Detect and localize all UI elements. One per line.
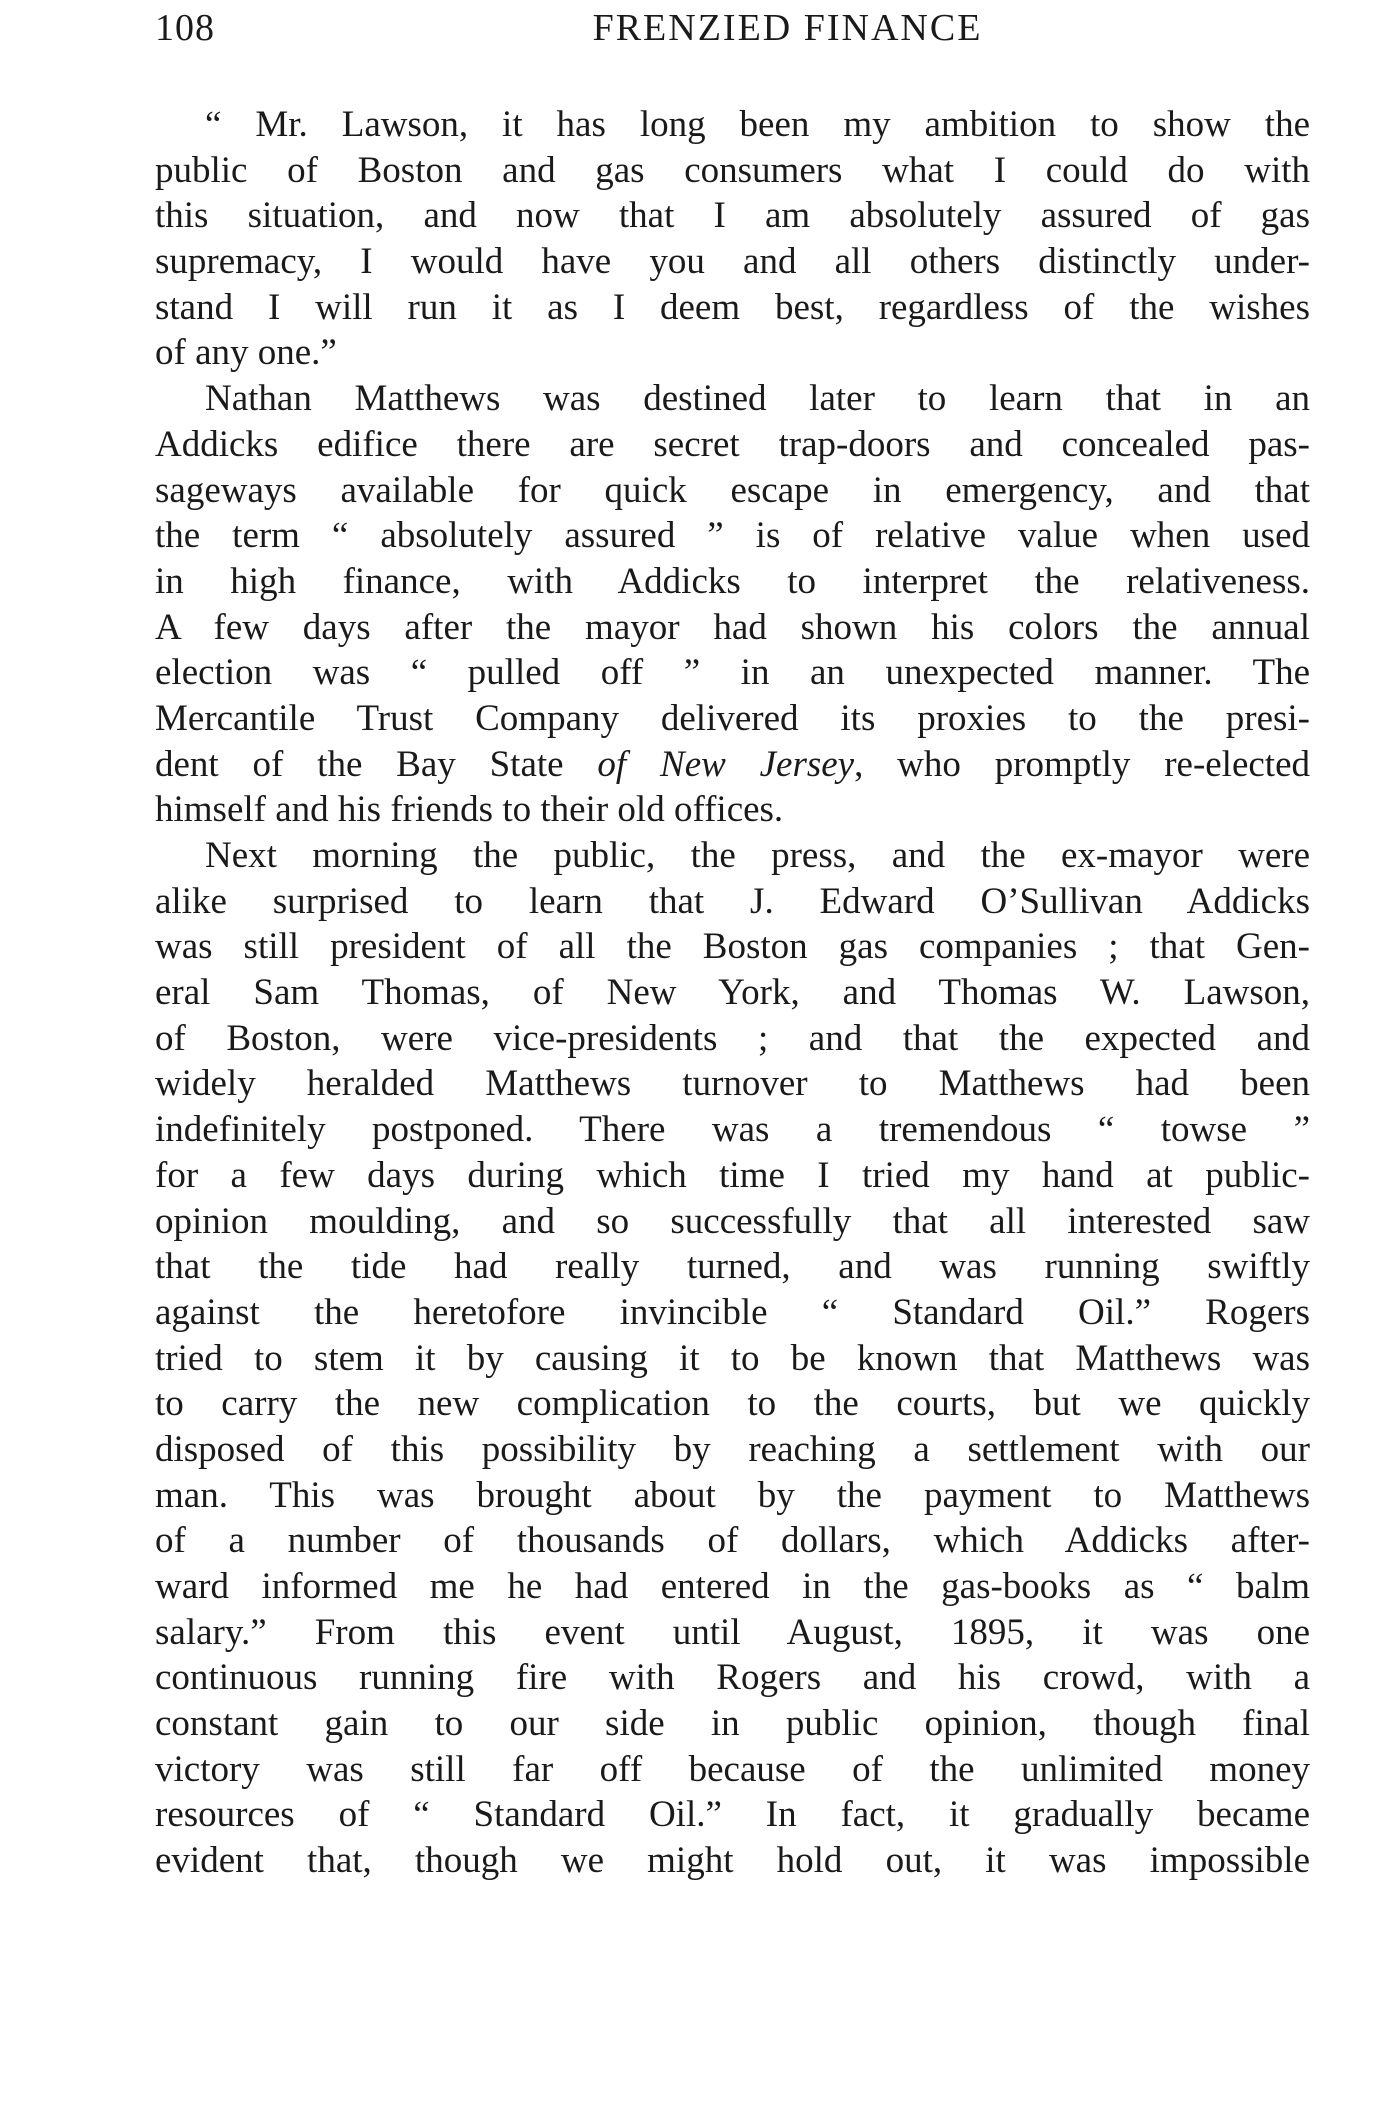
- text-line: tried to stem it by causing it to be known that Matthews was: [155, 1337, 1310, 1379]
- text-line: supremacy, I would have you and all others distinctly under-: [155, 241, 1310, 283]
- text-line: for a few days during which time I tried my hand at public-: [155, 1154, 1310, 1196]
- italic-text: of New Jersey: [597, 743, 855, 785]
- text-line: A few days after the mayor had shown his colors the annual: [155, 606, 1310, 648]
- text-line: opinion moulding, and so successfully that all interested saw: [155, 1200, 1310, 1242]
- text-line: disposed of this possibility by reaching a settlement with our: [155, 1428, 1310, 1470]
- text-line: “ Mr. Lawson, it has long been my ambition to show the: [205, 104, 1310, 145]
- text-line: Mercantile Trust Company delivered its proxies to the presi-: [155, 697, 1310, 739]
- running-head: FRENZIED FINANCE: [592, 7, 983, 49]
- text-line: constant gain to our side in public opinion, though final: [155, 1703, 1310, 1745]
- text-line: himself and his friends to their old offices.: [155, 789, 784, 831]
- text-line: the term “ absolutely assured ” is of relative value when used: [155, 515, 1310, 557]
- text-line: widely heralded Matthews turnover to Matthews had been: [155, 1063, 1310, 1105]
- text-line: continuous running fire with Rogers and his crowd, with a: [155, 1657, 1310, 1699]
- text-line: eral Sam Thomas, of New York, and Thomas W. Lawson,: [155, 972, 1310, 1014]
- text-line: this situation, and now that I am absolutely assured of gas: [155, 195, 1310, 237]
- text-line: stand I will run it as I deem best, regardless of the wishes: [155, 286, 1310, 328]
- page-header: [155, 6, 1310, 56]
- text-line: of a number of thousands of dollars, which Addicks after-: [155, 1520, 1310, 1562]
- text-line: resources of “ Standard Oil.” In fact, it gradually became: [155, 1794, 1310, 1836]
- text-line: Addicks edifice there are secret trap-doors and concealed pas-: [155, 423, 1310, 465]
- text-line: indefinitely postponed. There was a tremendous “ towse ”: [155, 1109, 1310, 1151]
- text-line: alike surprised to learn that J. Edward O’Sullivan Addicks: [155, 880, 1310, 922]
- text-line: of any one.”: [155, 332, 337, 374]
- text-line: of Boston, were vice-presidents ; and that the expected and: [155, 1017, 1310, 1059]
- text-line: in high finance, with Addicks to interpret the relativeness.: [155, 560, 1310, 602]
- body-text: [155, 102, 1310, 1884]
- text-line: to carry the new complication to the courts, but we quickly: [155, 1383, 1310, 1425]
- text-segment: dent of the Bay State: [155, 743, 564, 785]
- text-line: election was “ pulled off ” in an unexpected manner. The: [155, 652, 1310, 694]
- text-segment: , who promptly re-elected: [854, 743, 1310, 785]
- text-line: against the heretofore invincible “ Standard Oil.” Rogers: [155, 1291, 1310, 1333]
- text-line: that the tide had really turned, and was running swiftly: [155, 1246, 1310, 1288]
- text-line: [155, 742, 1310, 788]
- text-line: sageways available for quick escape in emergency, and that: [155, 469, 1310, 511]
- text-line: salary.” From this event until August, 1895, it was one: [155, 1611, 1310, 1653]
- text-line: ward informed me he had entered in the gas-books as “ balm: [155, 1566, 1310, 1607]
- text-line: victory was still far off because of the unlimited money: [155, 1748, 1310, 1790]
- text-line: evident that, though we might hold out, it was impossible: [155, 1840, 1310, 1882]
- text-line: Nathan Matthews was destined later to learn that in an: [205, 378, 1310, 420]
- text-line: Next morning the public, the press, and the ex-mayor were: [205, 835, 1310, 876]
- page-number: 108: [155, 7, 215, 49]
- text-line: was still president of all the Boston gas companies ; that Gen-: [155, 926, 1310, 968]
- text-line: man. This was brought about by the payment to Matthews: [155, 1474, 1310, 1516]
- text-line: public of Boston and gas consumers what I could do with: [155, 149, 1310, 191]
